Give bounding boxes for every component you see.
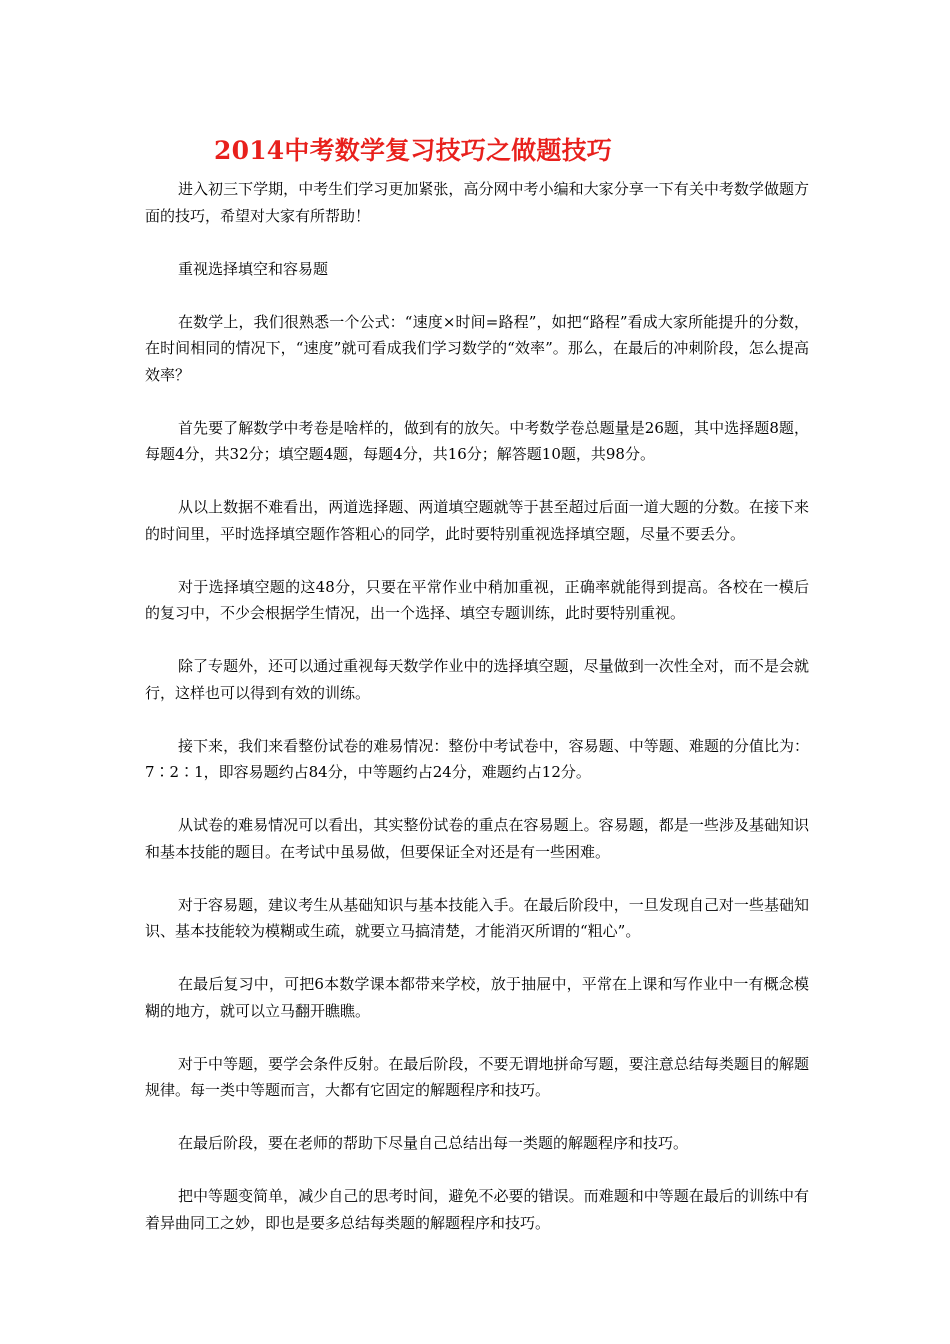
- paragraph-gap: [145, 229, 809, 256]
- paragraph-gap: [145, 865, 809, 892]
- paragraph-gap: [145, 1024, 809, 1051]
- document-title: 2014中考数学复习技巧之做题技巧: [214, 136, 612, 165]
- paragraph: 首先要了解数学中考卷是啥样的，做到有的放矢。中考数学卷总题量是26题，其中选择题8题，每题4分，共32分；填空题4题，每题4分，共16分；解答题10题，共98分。: [145, 418, 809, 463]
- paragraph: 从以上数据不难看出，两道选择题、两道填空题就等于甚至超过后面一道大题的分数。在接下来的时间里，平时选择填空题作答粗心的同学，此时要特别重视选择填空题，尽量不要丢分。: [145, 498, 809, 543]
- paragraph: 对于中等题，要学会条件反射。在最后阶段，不要无谓地拼命写题，要注意总结每类题目的解题规律。每一类中等题而言，大都有它固定的解题程序和技巧。: [145, 1054, 809, 1099]
- paragraph-gap: [145, 786, 809, 813]
- paragraph-gap: [145, 1157, 809, 1184]
- paragraph: 在数学上，我们很熟悉一个公式：“速度×时间=路程”，如把“路程”看成大家所能提升的分数，在时间相同的情况下，“速度”就可看成我们学习数学的“效率”。那么，在最后的冲刺阶段，怎么提高效率？: [145, 312, 809, 384]
- paragraph-gap: [145, 282, 809, 309]
- paragraph-gap: [145, 945, 809, 972]
- paragraph-gap: [145, 627, 809, 654]
- paragraph-gap: [145, 706, 809, 733]
- paragraph-gap: [145, 468, 809, 495]
- document-body: [145, 176, 809, 1236]
- paragraph-gap: [145, 388, 809, 415]
- paragraph: 对于容易题，建议考生从基础知识与基本技能入手。在最后阶段中，一旦发现自己对一些基础知识、基本技能较为模糊或生疏，就要立马搞清楚，才能消灭所谓的“粗心”。: [145, 895, 809, 940]
- paragraph: 对于选择填空题的这48分，只要在平常作业中稍加重视，正确率就能得到提高。各校在一模后的复习中，不少会根据学生情况，出一个选择、填空专题训练，此时要特别重视。: [145, 577, 809, 622]
- paragraph: 在最后阶段，要在老师的帮助下尽量自己总结出每一类题的解题程序和技巧。: [178, 1134, 689, 1152]
- paragraph-intro: 进入初三下学期，中考生们学习更加紧张，高分网中考小编和大家分享一下有关中考数学做题方面的技巧，希望对大家有所帮助！: [145, 180, 809, 225]
- paragraph-gap: [145, 547, 809, 574]
- paragraph: 接下来，我们来看整份试卷的难易情况：整份中考试卷中，容易题、中等题、难题的分值比为：7∶2∶1，即容易题约占84分，中等题约占24分，难题约占12分。: [145, 736, 809, 781]
- paragraph: 除了专题外，还可以通过重视每天数学作业中的选择填空题，尽量做到一次性全对，而不是会就行，这样也可以得到有效的训练。: [145, 657, 809, 702]
- paragraph: 在最后复习中，可把6本数学课本都带来学校，放于抽屉中，平常在上课和写作业中一有概念模糊的地方，就可以立马翻开瞧瞧。: [145, 975, 809, 1020]
- paragraph: 从试卷的难易情况可以看出，其实整份试卷的重点在容易题上。容易题，都是一些涉及基础知识和基本技能的题目。在考试中虽易做，但要保证全对还是有一些困难。: [145, 816, 809, 861]
- paragraph: 把中等题变简单，减少自己的思考时间，避免不必要的错误。而难题和中等题在最后的训练中有着异曲同工之妙，即也是要多总结每类题的解题程序和技巧。: [145, 1187, 809, 1232]
- section-heading: 重视选择填空和容易题: [178, 259, 329, 278]
- paragraph-gap: [145, 1104, 809, 1131]
